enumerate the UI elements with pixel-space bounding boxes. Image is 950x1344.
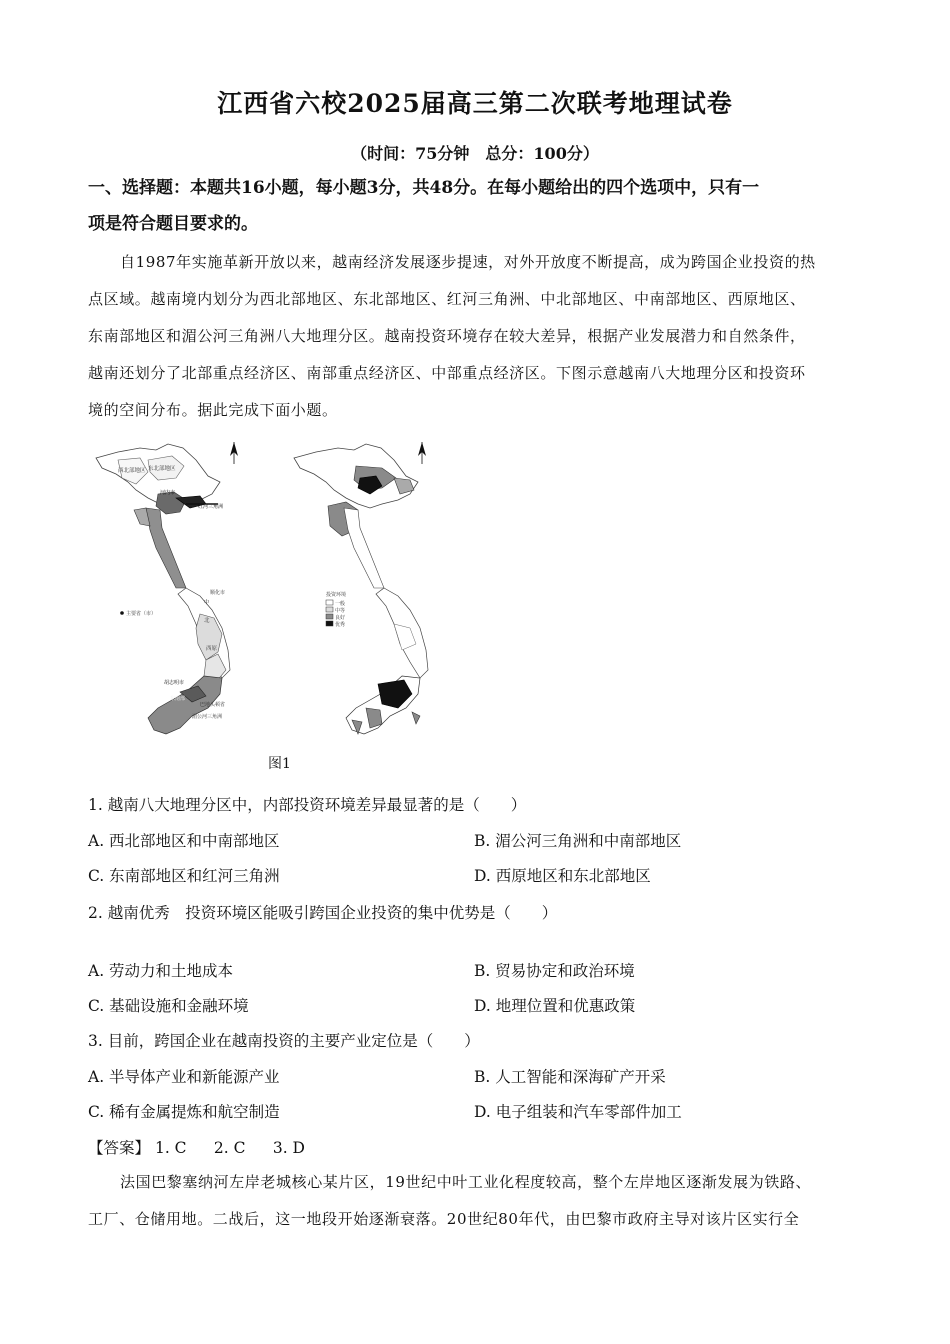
map-investment-environment: [294, 442, 428, 734]
question-3-option-c: C. 稀有金属提炼和航空制造: [88, 1103, 280, 1121]
label-central-north-2: 北: [204, 618, 210, 624]
question-2-option-d: D. 地理位置和优惠政策: [474, 997, 636, 1015]
answer-line: [88, 1136, 305, 1158]
question-3-option-b: B. 人工智能和深海矿产开采: [474, 1068, 666, 1086]
north-arrow-icon: [230, 442, 238, 464]
question-3-stem: 3. 目前，跨国企业在越南投资的主要产业定位是（ ）: [88, 1032, 480, 1050]
map-geographic-regions: [96, 442, 238, 734]
label-northeast: 东北部地区: [148, 466, 176, 472]
exam-title: 江西省六校2025届高三第二次联考地理试卷: [217, 89, 733, 118]
question-1-option-a: A. 西北部地区和中南部地区: [88, 832, 280, 850]
passage1-line1: 自1987年实施革新开放以来，越南经济发展逐步提速，对外开放度不断提高，成为跨国企业投资的热: [120, 253, 816, 271]
question-2-option-b: B. 贸易协定和政治环境: [474, 962, 635, 980]
question-2-stem: 2. 越南优秀 投资环境区能吸引跨国企业投资的集中优势是（ ）: [88, 904, 558, 922]
answer-1: 1. C: [154, 1139, 187, 1157]
exam-subtitle: （时间：75分钟 总分：100分）: [351, 144, 599, 163]
answer-label: 【答案】: [88, 1139, 151, 1157]
label-central-north: 中: [204, 600, 210, 606]
answer-2: 2. C: [213, 1139, 246, 1157]
answer-3: 3. D: [272, 1139, 305, 1157]
passage2-line1: 法国巴黎塞纳河左岸老城核心某片区，19世纪中叶工业化程度较高，整个左岸地区逐渐发展为铁路、: [120, 1173, 812, 1191]
label-hcmc: 胡志明市: [164, 680, 185, 686]
legend-item-general: 一般: [335, 601, 346, 607]
section-heading-line1: 一、选择题：本题共16小题，每小题3分，共48分。在每小题给出的四个选项中，只有一: [88, 178, 760, 198]
question-3-option-a: A. 半导体产业和新能源产业: [88, 1068, 280, 1086]
section-heading-line2: 项是符合题目要求的。: [88, 214, 258, 234]
investment-legend: [326, 591, 346, 628]
label-southeast: 东南部: [170, 696, 186, 702]
label-highlands: 西原: [206, 646, 218, 652]
question-2-option-c: C. 基础设施和金融环境: [88, 997, 249, 1015]
label-capital-legend: 主要省（市）: [126, 611, 157, 617]
passage2-line2: 工厂、仓储用地。二战后，这一地段开始逐渐衰落。20世纪80年代，由巴黎市政府主导对该片区实行全: [88, 1210, 800, 1228]
label-mekong: 湄公河三角洲: [192, 714, 223, 720]
figure-caption: 图1: [268, 756, 291, 772]
question-1-option-d: D. 西原地区和东北部地区: [474, 867, 651, 885]
legend-item-medium: 中等: [335, 608, 346, 614]
passage1-line3: 东南部地区和湄公河三角洲八大地理分区。越南投资环境存在较大差异，根据产业发展潜力和自然条件，: [88, 327, 806, 345]
legend-title: 投资环境: [326, 592, 347, 598]
question-1-option-b: B. 湄公河三角洲和中南部地区: [474, 832, 682, 850]
legend-item-excellent: 优秀: [335, 622, 346, 628]
legend-item-good: 良好: [335, 615, 346, 621]
label-vungtau: 巴地头顿省: [200, 702, 226, 708]
vietnam-maps-figure: [88, 438, 468, 748]
question-2-option-a: A. 劳动力和土地成本: [88, 962, 234, 980]
question-1-stem: 1. 越南八大地理分区中，内部投资环境差异最显著的是（ ）: [88, 796, 527, 814]
passage1-line5: 境的空间分布。据此完成下面小题。: [88, 401, 338, 419]
question-1-option-c: C. 东南部地区和红河三角洲: [88, 867, 280, 885]
label-hue: 顺化市: [210, 590, 226, 596]
question-3-option-d: D. 电子组装和汽车零部件加工: [474, 1103, 682, 1121]
label-red-river: 红河三角洲: [198, 504, 224, 510]
passage1-line2: 点区域。越南境内划分为西北部地区、东北部地区、红河三角洲、中北部地区、中南部地区、西原地区、: [88, 290, 806, 308]
label-northwest: 西北部地区: [118, 468, 146, 474]
north-arrow-icon-2: [418, 442, 426, 464]
passage1-line4: 越南还划分了北部重点经济区、南部重点经济区、中部重点经济区。下图示意越南八大地理分区和投资环: [88, 364, 806, 382]
label-hanoi: 河内市: [160, 490, 176, 496]
